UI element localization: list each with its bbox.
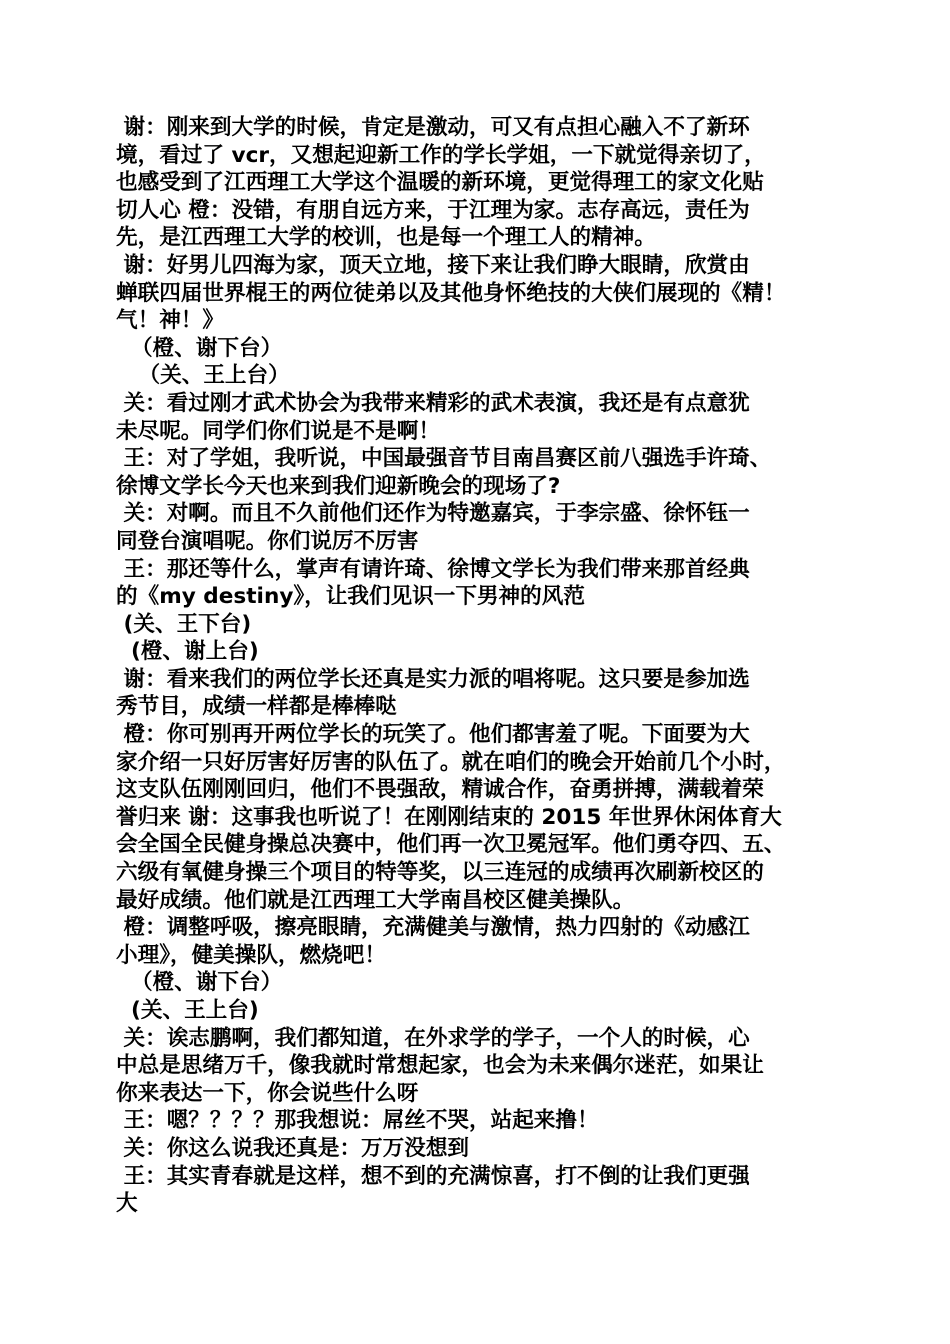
stage-direction: （橙、谢下台） bbox=[116, 970, 283, 996]
text-line: 气！神！》 bbox=[116, 308, 224, 334]
text-line: 谢：刚来到大学的时候，肯定是激动，可又有点担心融入不了新环 bbox=[116, 115, 750, 140]
text-line: 王：其实青春就是这样，想不到的充满惊喜，打不倒的让我们更强 bbox=[116, 1163, 750, 1189]
text-line: 王：对了学姐，我听说，中国最强音节目南昌赛区前八强选手许琦、 bbox=[116, 446, 772, 472]
text-line: 的《my destiny》，让我们见识一下男神的风范 bbox=[116, 584, 585, 610]
text-line: 境，看过了 vcr，又想起迎新工作的学长学姐，一下就觉得亲切了， bbox=[116, 142, 766, 168]
text-line: 橙：调整呼吸，擦亮眼睛，充满健美与激情，热力四射的《动感江 bbox=[116, 915, 750, 941]
stage-direction: (关、王上台) bbox=[116, 998, 259, 1023]
text-line: 这支队伍刚刚回归，他们不畏强敌，精诚合作，奋勇拼搏，满载着荣 bbox=[116, 777, 764, 803]
text-line: 大 bbox=[116, 1191, 138, 1217]
text-line: 谢：好男儿四海为家，顶天立地，接下来让我们睁大眼睛，欣赏由 bbox=[116, 252, 750, 278]
text-line: 也感受到了江西理工大学这个温暖的新环境，更觉得理工的家文化贴 bbox=[116, 170, 764, 196]
document-body bbox=[116, 114, 856, 1218]
text-line: 王：嗯？？？？那我想说：屌丝不哭，站起来撸！ bbox=[116, 1108, 599, 1134]
text-line: 秀节目，成绩一样都是棒棒哒 bbox=[116, 694, 397, 720]
text-line: 家介绍一只好厉害好厉害的队伍了。就在咱们的晚会开始前几个小时， bbox=[116, 749, 786, 775]
text-line: 六级有氧健身操三个项目的特等奖，以三连冠的成绩再次刷新校区的 bbox=[116, 860, 764, 886]
stage-direction: （橙、谢下台） bbox=[116, 335, 283, 361]
text-line: 同登台演唱呢。你们说厉不厉害 bbox=[116, 528, 419, 554]
text-line: 关：对啊。而且不久前他们还作为特邀嘉宾，于李宗盛、徐怀钰一 bbox=[116, 501, 750, 527]
text-line: 关：你这么说我还真是：万万没想到 bbox=[116, 1135, 470, 1161]
text-line: 未尽呢。同学们你们说是不是啊！ bbox=[116, 418, 440, 444]
text-line: 谢：看来我们的两位学长还真是实力派的唱将呢。这只要是参加选 bbox=[116, 666, 750, 692]
text-line: 中总是思绪万千，像我就时常想起家，也会为未来偶尔迷茫，如果让 bbox=[116, 1053, 764, 1079]
text-line: 誉归来 谢：这事我也听说了！在刚刚结束的 2015 年世界休闲体育大 bbox=[116, 804, 782, 830]
text-line: 切人心 橙：没错，有朋自远方来，于江理为家。志存高远，责任为 bbox=[116, 197, 750, 223]
text-line: 最好成绩。他们就是江西理工大学南昌校区健美操队。 bbox=[116, 887, 635, 913]
stage-direction: (关、王下台) bbox=[116, 611, 252, 637]
text-line: 王：那还等什么，掌声有请许琦、徐博文学长为我们带来那首经典 bbox=[116, 556, 750, 582]
text-line: 橙：你可别再开两位学长的玩笑了。他们都害羞了呢。下面要为大 bbox=[116, 722, 750, 748]
text-line: 小理》，健美操队，燃烧吧！ bbox=[116, 942, 386, 968]
text-line: 徐博文学长今天也来到我们迎新晚会的现场了? bbox=[116, 473, 561, 499]
stage-direction: （关、王上台） bbox=[116, 363, 290, 389]
text-line: 蝉联四届世界棍王的两位徒弟以及其他身怀绝技的大侠们展现的《精！ bbox=[116, 280, 786, 306]
text-line: 关：看过刚才武术协会为我带来精彩的武术表演，我还是有点意犹 bbox=[116, 390, 750, 416]
text-line: 关：诶志鹏啊，我们都知道，在外求学的学子，一个人的时候，心 bbox=[116, 1025, 750, 1051]
text-line: 会全国全民健身操总决赛中，他们再一次卫冕冠军。他们勇夺四、五、 bbox=[116, 832, 786, 858]
stage-direction: (橙、谢上台) bbox=[116, 639, 259, 665]
text-line: 先，是江西理工大学的校训，也是每一个理工人的精神。 bbox=[116, 225, 656, 251]
text-line: 你来表达一下，你会说些什么呀 bbox=[116, 1080, 419, 1106]
